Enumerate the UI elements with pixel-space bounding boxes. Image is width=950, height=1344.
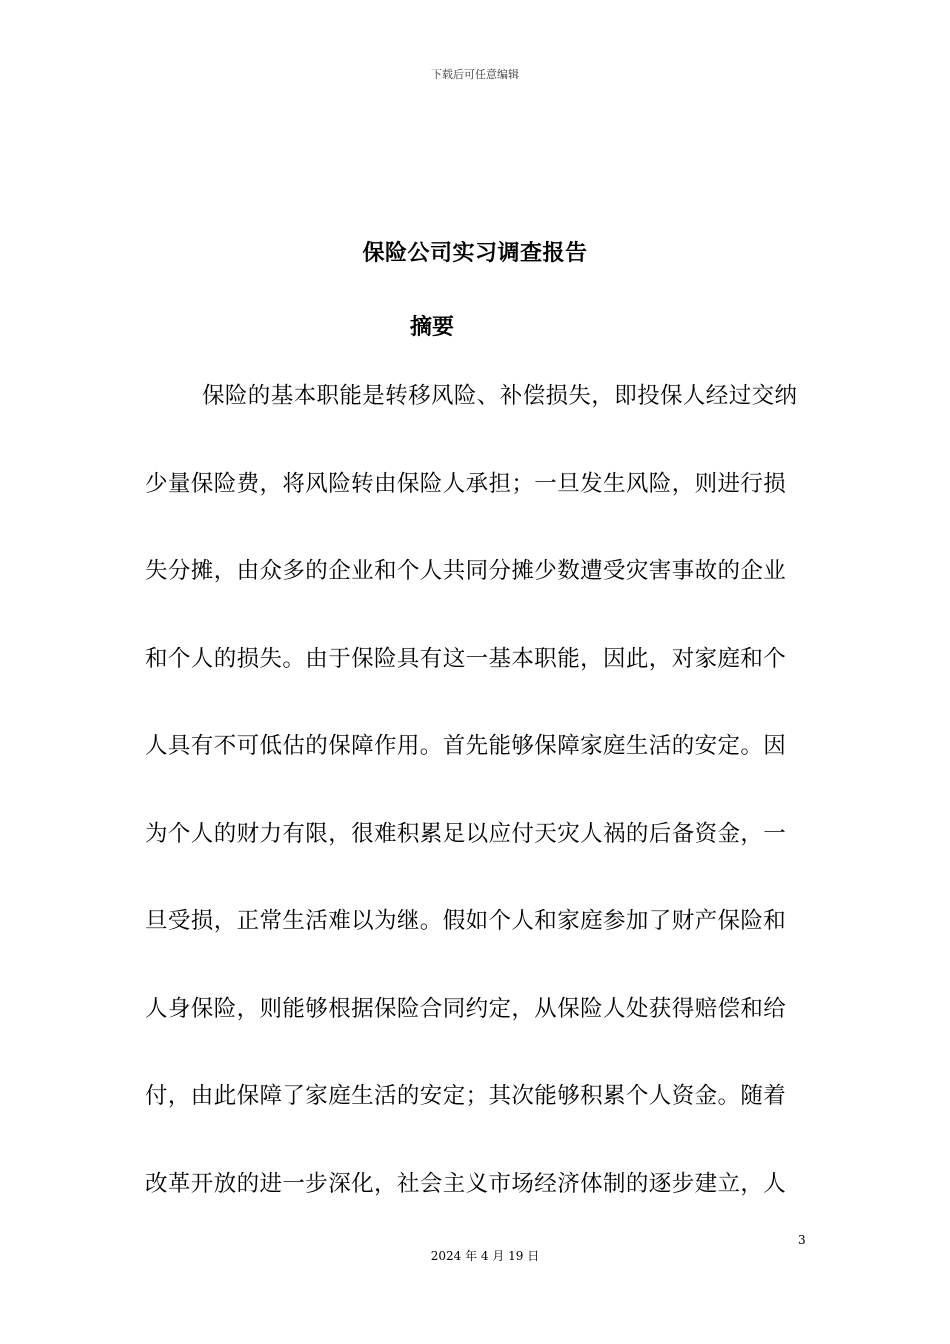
- paragraph-line: 人具有不可低估的保障作用。首先能够保障家庭生活的安定。因: [145, 733, 787, 759]
- paragraph-line: 和个人的损失。由于保险具有这一基本职能，因此，对家庭和个: [145, 645, 787, 672]
- paragraph-line: 保险的基本职能是转移风险、补偿损失，即投保人经过交纳: [202, 383, 798, 409]
- paragraph-line: 为个人的财力有限，很难积累足以应付天灾人祸的后备资金，一: [145, 820, 787, 847]
- footer-date: 2024 年 4 月 19 日: [430, 1249, 540, 1263]
- page-header-text: 下载后可任意编辑: [431, 68, 519, 81]
- abstract-paragraph: [145, 377, 805, 1252]
- paragraph-line: 少量保险费，将风险转由保险人承担；一旦发生风险，则进行损: [145, 470, 787, 497]
- paragraph-line: 改革开放的进一步深化，社会主义市场经济体制的逐步建立，人: [145, 1170, 787, 1197]
- paragraph-line: 失分摊，由众多的企业和个人共同分摊少数遭受灾害事故的企业: [145, 558, 787, 584]
- paragraph-line: 人身保险，则能够根据保险合同约定，从保险人处获得赔偿和给: [145, 995, 787, 1022]
- paragraph-line: 付，由此保障了家庭生活的安定；其次能够积累个人资金。随着: [145, 1083, 787, 1109]
- document-title: 保险公司实习调查报告: [362, 241, 588, 266]
- paragraph-line: 旦受损，正常生活难以为继。假如个人和家庭参加了财产保险和: [145, 908, 787, 934]
- page-number: 3: [798, 1233, 806, 1247]
- section-heading-abstract: 摘要: [409, 315, 454, 340]
